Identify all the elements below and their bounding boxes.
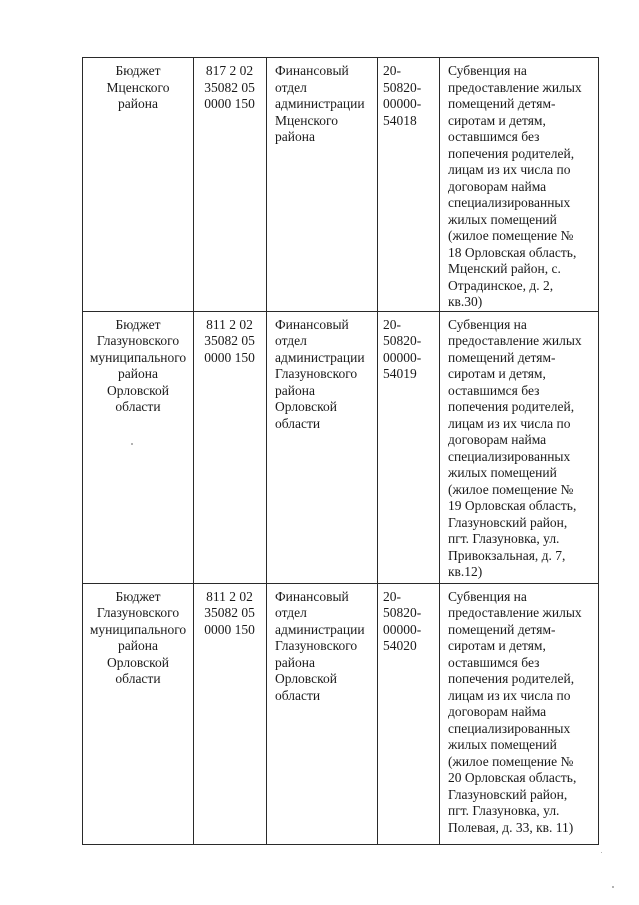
target-number-text: 20- 50820- 00000- 54019 bbox=[383, 316, 422, 381]
scan-speck bbox=[601, 852, 602, 853]
budget-text: Бюджет Глазуновского муниципального района Орловской области bbox=[89, 588, 187, 686]
budget-code-cell bbox=[194, 311, 267, 583]
table-row bbox=[83, 58, 599, 312]
table-row bbox=[83, 311, 599, 583]
administrator-cell bbox=[267, 58, 378, 312]
budget-cell bbox=[83, 583, 194, 844]
budget-code-text: 811 2 02 35082 05 0000 150 bbox=[204, 316, 255, 365]
target-number-cell bbox=[378, 311, 440, 583]
purpose-text: Субвенция на предоставление жилых помещений детям- сиротам и детям, оставшимся без попечения родителей, лицам из их числа по договорам найма специализированных жилых помещений (жилое помещение № 20 Орловская область, Глазуновский район, пгт. Глазуновка, ул. Полевая, д. 33, кв. 11) bbox=[448, 588, 582, 835]
budget-text: Бюджет Мценского района bbox=[106, 63, 170, 111]
budget-code-cell bbox=[194, 58, 267, 312]
budget-cell bbox=[83, 58, 194, 312]
purpose-text: Субвенция на предоставление жилых помещений детям- сиротам и детям, оставшимся без попечения родителей, лицам из их числа по договорам найма специализированных жилых помещений (жилое помещение № 18 Орловская область, Мценский район, с. Отрадинское, д. 2, кв.30) bbox=[448, 63, 582, 309]
budget-cell bbox=[83, 311, 194, 583]
administrator-text: Финансовый отдел администрации Глазуновского района Орловской области bbox=[275, 588, 365, 703]
administrator-cell bbox=[267, 311, 378, 583]
purpose-cell bbox=[440, 58, 599, 312]
scan-speck bbox=[612, 886, 614, 888]
subvention-table bbox=[82, 57, 599, 845]
target-number-cell bbox=[378, 58, 440, 312]
administrator-text: Финансовый отдел администрации Глазуновского района Орловской области bbox=[275, 316, 365, 431]
purpose-text: Субвенция на предоставление жилых помещений детям- сиротам и детям, оставшимся без попечения родителей, лицам из их числа по договорам найма специализированных жилых помещений (жилое помещение № 19 Орловская область, Глазуновский район, пгт. Глазуновка, ул. Привокзальная, д. 7, кв.12) bbox=[448, 316, 582, 579]
target-number-text: 20- 50820- 00000- 54018 bbox=[383, 63, 422, 128]
purpose-cell bbox=[440, 583, 599, 844]
administrator-cell bbox=[267, 583, 378, 844]
target-number-cell bbox=[378, 583, 440, 844]
budget-text: Бюджет Глазуновского муниципального района Орловской области bbox=[89, 316, 187, 414]
table-row bbox=[83, 583, 599, 844]
scan-speck bbox=[131, 443, 133, 445]
administrator-text: Финансовый отдел администрации Мценского района bbox=[275, 63, 365, 144]
budget-code-cell bbox=[194, 583, 267, 844]
budget-code-text: 817 2 02 35082 05 0000 150 bbox=[204, 63, 255, 111]
purpose-cell bbox=[440, 311, 599, 583]
target-number-text: 20- 50820- 00000- 54020 bbox=[383, 588, 422, 653]
budget-code-text: 811 2 02 35082 05 0000 150 bbox=[204, 588, 255, 637]
